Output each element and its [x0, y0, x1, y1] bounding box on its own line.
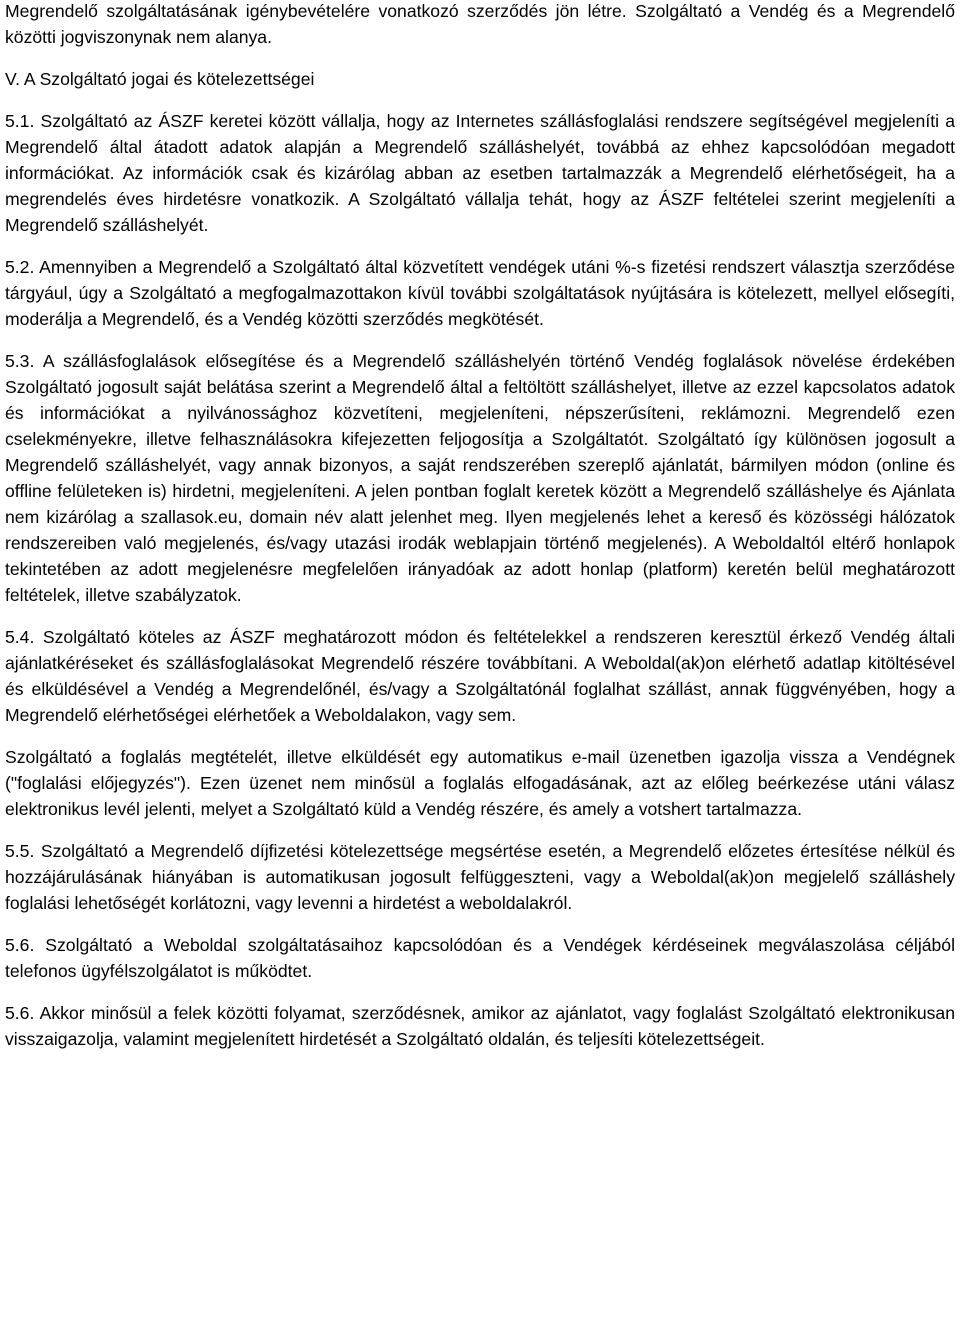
document-page [5, 0, 955, 1068]
clause-5-3: 5.3. A szállásfoglalások elősegítése és a Megrendelő szálláshelyén történő Vendég foglalások növelése érdekében Szolgáltató jogosult saját belátása szerint a Megrendelő által a feltöltött szálláshelyet, illetve az ezzel kapcsolatos adatok és információkat a nyilvánossághoz közvetíteni, megjeleníteni, népszerűsíteni, reklámozni. Megrendelő ezen cselekményekre, illetve felhasználásokra kifejezetten feljogosítja a Szolgáltatót. Szolgáltató így különösen jogosult a Megrendelő szálláshelyét, vagy annak bizonyos, a saját rendszerében szereplő ajánlatát, bármilyen módon (online és offline felületeken is) hirdetni, megjeleníteni. A jelen pontban foglalt keretek között a Megrendelő szálláshelye és Ajánlata nem kizárólag a szallasok.eu, domain név alatt jelenhet meg. Ilyen megjelenés lehet a kereső és közösségi hálózatok rendszereiben való megjelenés, és/vagy utazási irodák weblapjain történő megjelenés). A Weboldaltól eltérő honlapok tekintetében az adott megjelenésre megfelelően irányadóak az adott honlap (platform) keretén belül meghatározott feltételek, illetve szabályzatok. [5, 351, 955, 605]
clause-5-1: 5.1. Szolgáltató az ÁSZF keretei között vállalja, hogy az Internetes szállásfoglalási rendszere segítségével megjeleníti a Megrendelő által átadott adatok alapján a Megrendelő szálláshelyét, továbbá az ehhez kapcsolódóan megadott információkat. Az információk csak és kizárólag abban az esetben tartalmazzák a Megrendelő elérhetőségeit, ha a megrendelés éves hirdetésre vonatkozik. A Szolgáltató vállalja tehát, hogy az ÁSZF feltételei szerint megjeleníti a Megrendelő szálláshelyét. [5, 111, 955, 235]
clause-5-5: 5.5. Szolgáltató a Megrendelő díjfizetési kötelezettsége megsértése esetén, a Megrendelő előzetes értesítése nélkül és hozzájárulásának hiányában is automatikusan jogosult felfüggeszteni, vagy a Weboldal(ak)on megjelelő szálláshely foglalási lehetőségét korlátozni, vagy levenni a hirdetést a weboldalakról. [5, 841, 955, 913]
clause-5-6-hotline: 5.6. Szolgáltató a Weboldal szolgáltatásaihoz kapcsolódóan és a Vendégek kérdéseinek megválaszolása céljából telefonos ügyfélszolgálatot is működtet. [5, 935, 955, 981]
clause-5-6-contract: 5.6. Akkor minősül a felek közötti folyamat, szerződésnek, amikor az ajánlatot, vagy foglalást Szolgáltató elektronikusan visszaigazolja, valamint megjelenített hirdetését a Szolgáltató oldalán, és teljesíti kötelezettségeit. [5, 1003, 955, 1049]
clause-5-4: 5.4. Szolgáltató köteles az ÁSZF meghatározott módon és feltételekkel a rendszeren keresztül érkező Vendég általi ajánlatkéréseket és szállásfoglalásokat Megrendelő részére továbbítani. A Weboldal(ak)on elérhető adatlap kitöltésével és elküldésével a Vendég a Megrendelőnél, és/vagy a Szolgáltatónál foglalhat szállást, annak függvényében, hogy a Megrendelő elérhetőségei elérhetőek a Weboldalakon, vagy sem. [5, 627, 955, 725]
clause-5-4-confirmation: Szolgáltató a foglalás megtételét, illetve elküldését egy automatikus e-mail üzenetben igazolja vissza a Vendégnek ("foglalási előjegyzés"). Ezen üzenet nem minősül a foglalás elfogadásának, azt az előleg beérkezése utáni válasz elektronikus levél jelenti, melyet a Szolgáltató küld a Vendég részére, és amely a votshert tartalmazza. [5, 747, 955, 819]
section-heading: V. A Szolgáltató jogai és kötelezettségei [5, 69, 315, 89]
clause-5-2: 5.2. Amennyiben a Megrendelő a Szolgáltató által közvetített vendégek utáni %-s fizetési rendszert választja szerződése tárgyául, úgy a Szolgáltató a megfogalmazottakon kívül további szolgáltatások nyújtására is kötelezett, mellyel elősegíti, moderálja a Megrendelő, és a Vendég közötti szerződés megkötését. [5, 257, 955, 329]
intro-paragraph: Megrendelő szolgáltatásának igénybevételére vonatkozó szerződés jön létre. Szolgáltató a Vendég és a Megrendelő közötti jogviszonynak nem alanya. [5, 1, 955, 47]
